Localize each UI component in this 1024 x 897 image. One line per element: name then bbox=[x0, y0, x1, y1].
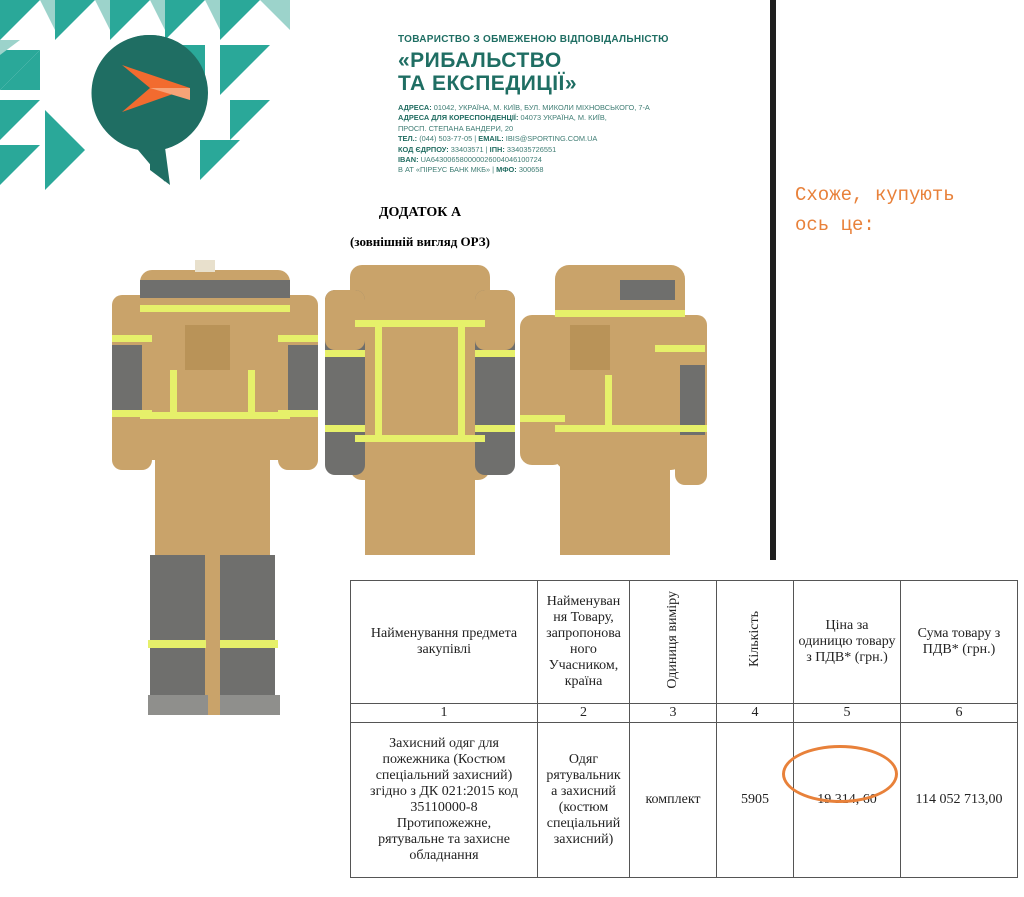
quantity-cell: 5905 bbox=[717, 723, 794, 878]
item-line: 35110000-8 bbox=[410, 800, 478, 815]
header-col2-line: ного bbox=[570, 642, 597, 657]
header-col2-line: Учасником, bbox=[548, 658, 619, 673]
annotation-comment bbox=[795, 180, 1020, 240]
col-number: 2 bbox=[538, 704, 630, 723]
item-line: рятувальне та захисне bbox=[378, 832, 510, 847]
company-header bbox=[398, 34, 768, 176]
table-row bbox=[351, 723, 1018, 878]
item-line: згідно з ДК 021:2015 код bbox=[370, 784, 518, 799]
email: IBIS@SPORTING.COM.UA bbox=[505, 134, 598, 144]
offered-line: а захисний bbox=[551, 784, 616, 799]
header-quantity-text: Кількість bbox=[747, 611, 762, 668]
header-offered-name bbox=[538, 581, 630, 704]
email-label: EMAIL: bbox=[478, 134, 504, 144]
company-org-form: ТОВАРИСТВО З ОБМЕЖЕНОЮ ВІДПОВІДАЛЬНІСТЮ bbox=[398, 34, 669, 45]
offered-line: (костюм bbox=[558, 800, 609, 815]
total-cell: 114 052 713,00 bbox=[901, 723, 1018, 878]
comment-line2: ось це: bbox=[795, 214, 875, 236]
suit-side bbox=[520, 265, 707, 555]
col-number: 6 bbox=[901, 704, 1018, 723]
header-col2-line: країна bbox=[564, 674, 603, 689]
company-details bbox=[398, 103, 768, 176]
unit-cell: комплект bbox=[630, 723, 717, 878]
col-number: 5 bbox=[794, 704, 901, 723]
company-logo bbox=[0, 0, 290, 190]
unit-price-cell bbox=[794, 723, 901, 878]
item-line: спеціальний захисний) bbox=[375, 768, 513, 783]
procurement-table-scan bbox=[342, 575, 1024, 897]
table-number-row bbox=[351, 704, 1018, 723]
offered-name-cell bbox=[538, 723, 630, 878]
item-line: Захисний одяг для bbox=[389, 736, 499, 751]
offered-line: спеціальний bbox=[546, 816, 621, 831]
header-unit bbox=[630, 581, 717, 704]
company-name bbox=[398, 49, 768, 95]
address-label: АДРЕСА: bbox=[398, 103, 432, 112]
bank: В АТ «ПІРЕУС БАНК МКБ» | bbox=[398, 165, 495, 175]
page-edge bbox=[770, 0, 776, 560]
col-number: 3 bbox=[630, 704, 717, 723]
header-unit-price: Ціна за одиницю товару з ПДВ* (грн.) bbox=[794, 581, 901, 704]
corr-address: 04073 УКРАЇНА, М. КИЇВ, bbox=[520, 113, 607, 123]
appendix-title: ДОДАТОК А bbox=[378, 205, 462, 220]
suit-back bbox=[325, 265, 515, 555]
ipn-label: ІПН: bbox=[489, 144, 505, 154]
highlight-circle bbox=[782, 745, 898, 803]
header-unit-text: Одиниця виміру bbox=[665, 590, 680, 689]
offered-line: рятувальник bbox=[546, 768, 621, 783]
col-number: 1 bbox=[351, 704, 538, 723]
header-quantity bbox=[717, 581, 794, 704]
phone: (044) 503-77-05 | bbox=[419, 134, 477, 144]
offered-line: захисний) bbox=[553, 832, 614, 847]
appendix-subtitle: (зовнішній вигляд ОРЗ) bbox=[350, 234, 490, 249]
phone-label: ТЕЛ.: bbox=[398, 134, 418, 144]
edrpou-label: КОД ЄДРПОУ: bbox=[398, 144, 449, 154]
header-total: Сума товару з ПДВ* (грн.) bbox=[901, 581, 1018, 704]
iban: UA643006580000026004046100724 bbox=[420, 155, 542, 165]
col-number: 4 bbox=[717, 704, 794, 723]
edrpou: 33403571 | bbox=[450, 144, 488, 154]
procurement-table bbox=[350, 580, 1018, 878]
mfo-label: МФО: bbox=[496, 165, 517, 175]
iban-label: IBAN: bbox=[398, 155, 419, 165]
suit-front bbox=[112, 260, 318, 715]
company-name-line2: ТА ЕКСПЕДИЦІЇ» bbox=[398, 72, 578, 95]
corr-address-label: АДРЕСА ДЛЯ КОРЕСПОНДЕНЦІЇ: bbox=[398, 113, 519, 123]
header-col2-line: ня Товару, bbox=[553, 610, 614, 625]
item-line: Протипожежне, bbox=[396, 816, 492, 831]
ipn: 334035726551 bbox=[506, 144, 557, 154]
table-header-row bbox=[351, 581, 1018, 704]
mfo: 300658 bbox=[518, 165, 544, 175]
header-item-name: Найменування предмета закупівлі bbox=[351, 581, 538, 704]
comment-line1: Схоже, купують bbox=[795, 184, 955, 206]
offered-line: Одяг bbox=[568, 752, 599, 767]
item-line: обладнання bbox=[409, 848, 479, 863]
company-name-line1: «РИБАЛЬСТВО bbox=[398, 49, 562, 72]
corr-address-line2: ПРОСП. СТЕПАНА БАНДЕРИ, 20 bbox=[398, 123, 514, 133]
address: 01042, УКРАЇНА, М. КИЇВ, БУЛ. МИКОЛИ МІХНОВСЬКОГО, 7-А bbox=[433, 103, 650, 112]
item-name-cell bbox=[351, 723, 538, 878]
unit-price-value: 19 314, 60 bbox=[817, 792, 877, 807]
header-col2-line: Найменуван bbox=[546, 594, 621, 609]
item-line: пожежника (Костюм bbox=[382, 752, 506, 767]
header-col2-line: запропонова bbox=[546, 626, 621, 641]
